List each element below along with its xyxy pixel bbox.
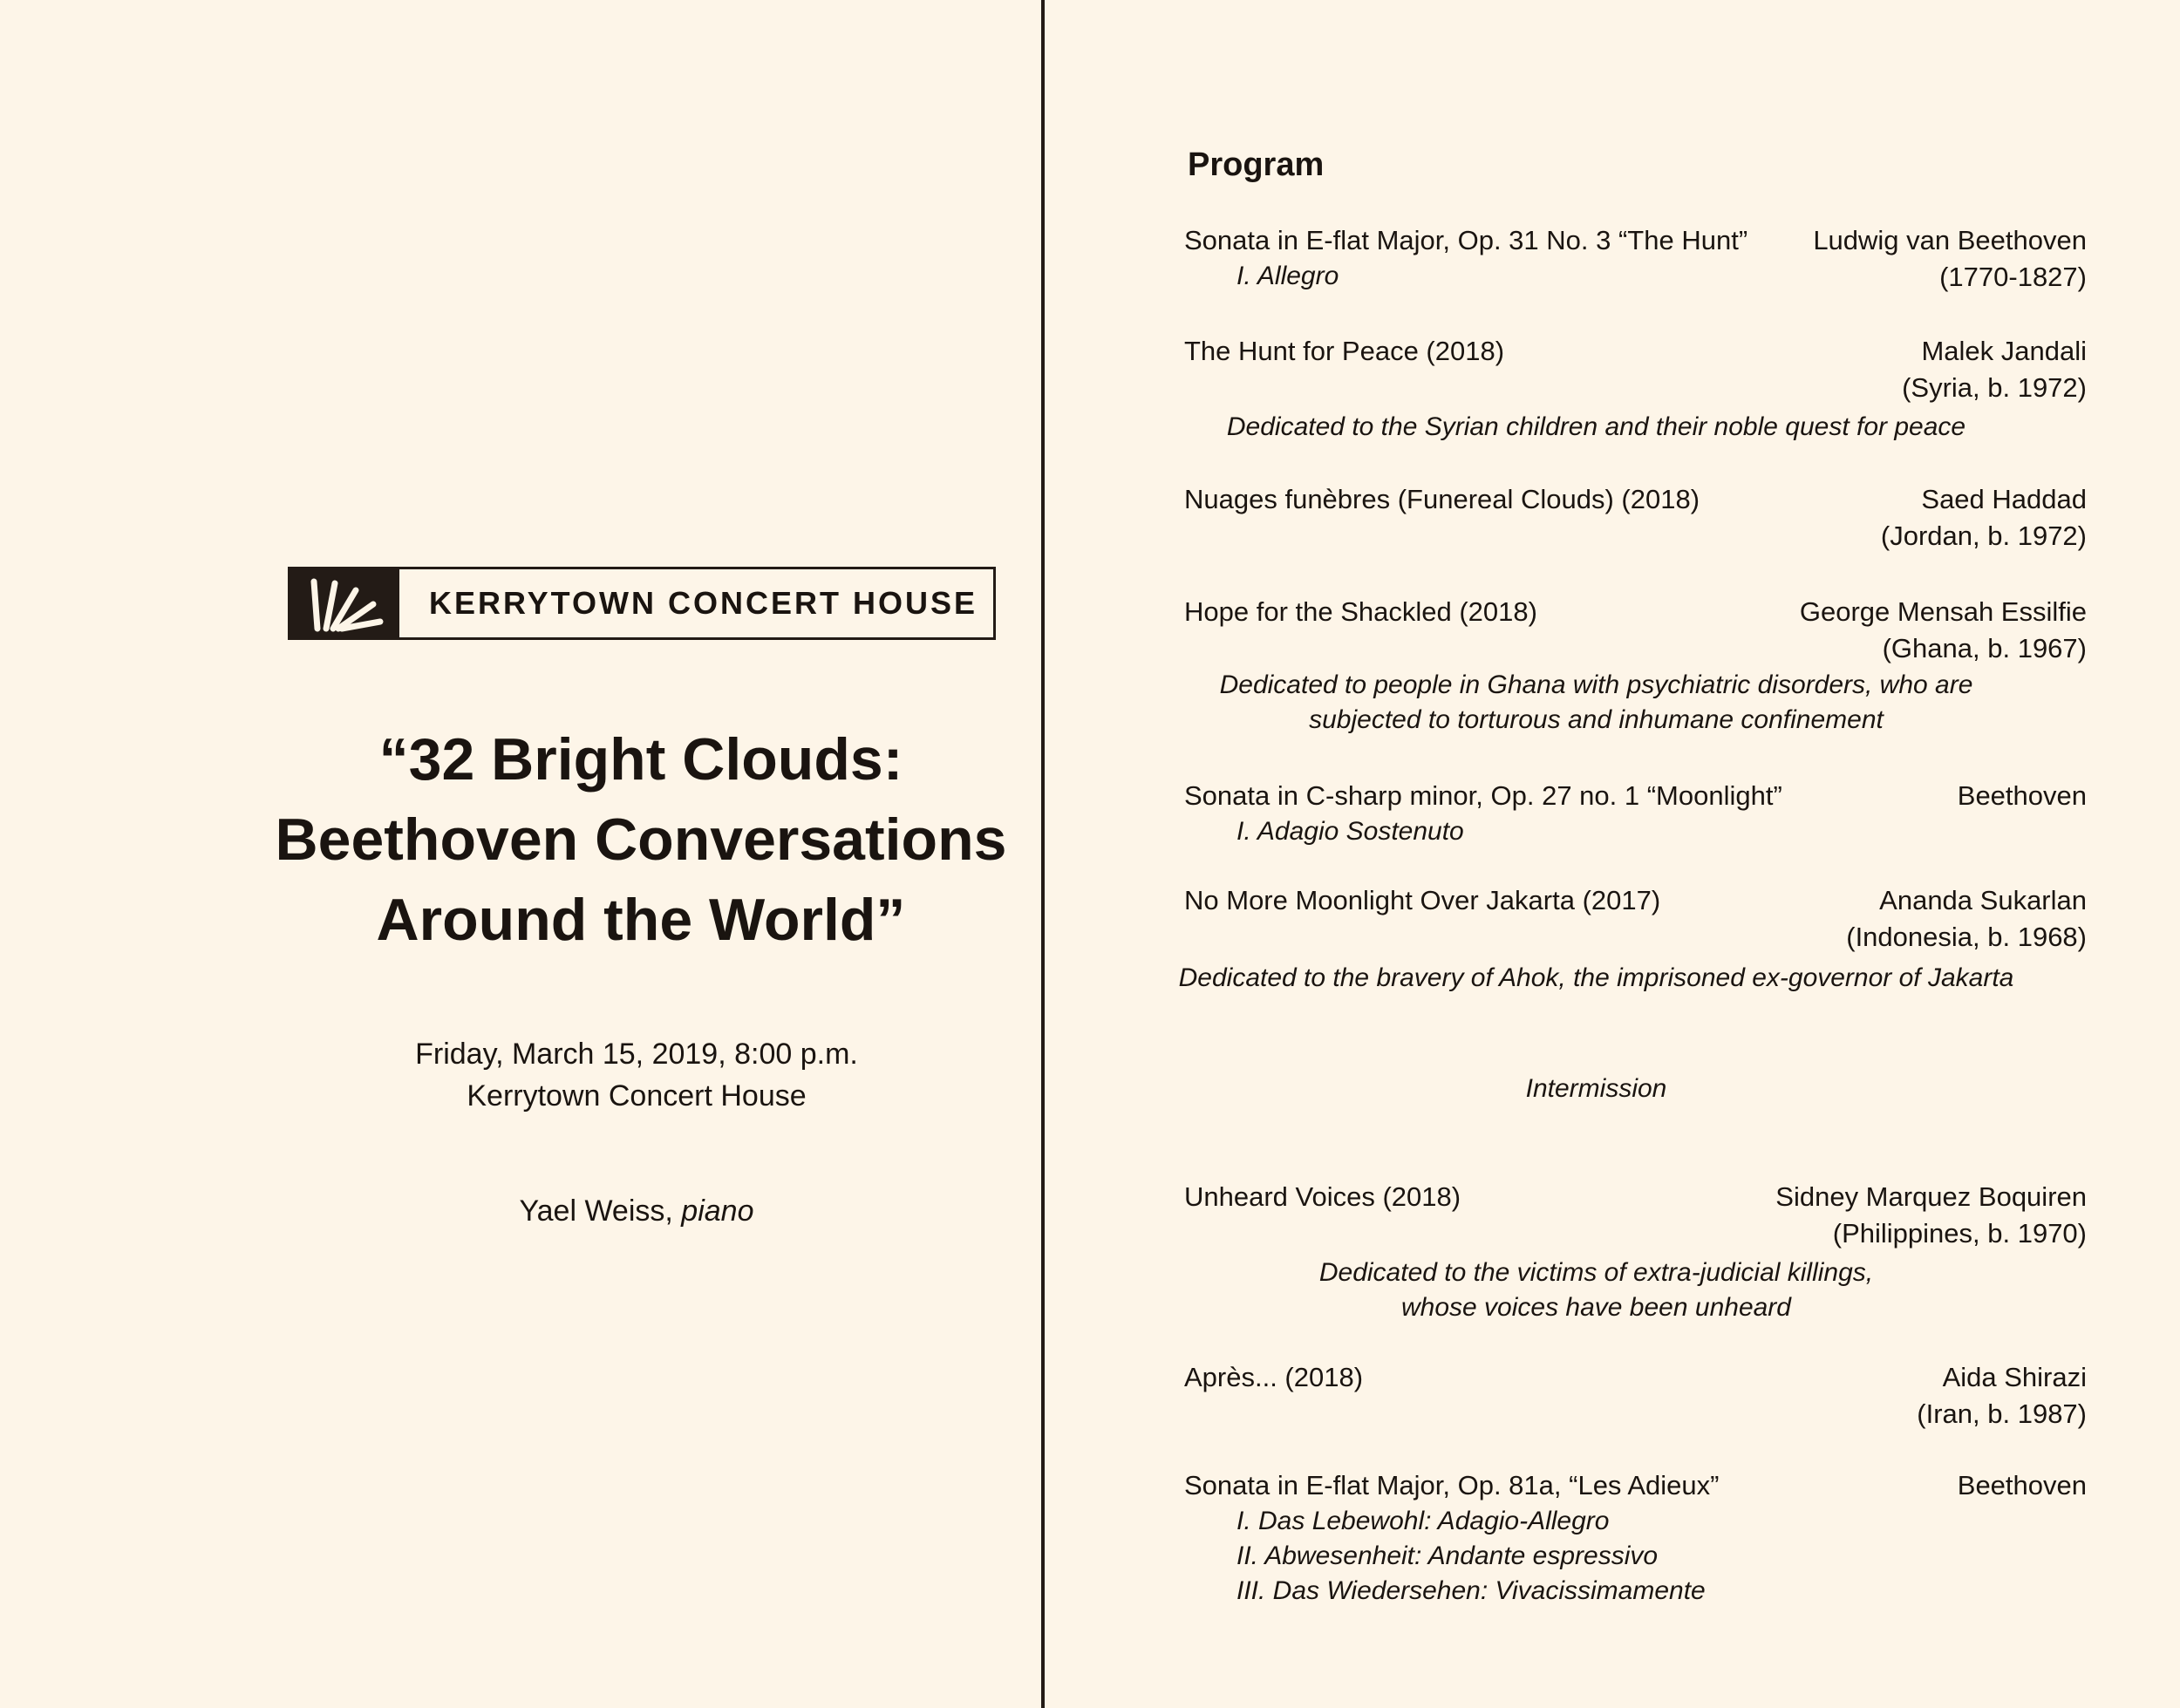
program-page [1045, 0, 2180, 1708]
logo-text: KERRYTOWN CONCERT HOUSE [429, 585, 978, 621]
composer-dates: (Ghana, b. 1967) [1882, 633, 2087, 663]
intermission: Intermission [1525, 1074, 1667, 1103]
composer: Beethoven [1957, 780, 2087, 811]
composer-dates: (Indonesia, b. 1968) [1846, 922, 2087, 952]
concert-title [201, 719, 1081, 960]
work-title: The Hunt for Peace (2018) [1184, 336, 1505, 366]
concert-date: Friday, March 15, 2019, 8:00 p.m. [415, 1038, 858, 1071]
composer-dates: (Jordan, b. 1972) [1880, 521, 2087, 551]
venue-logo [288, 567, 996, 640]
title-line: “32 Bright Clouds: [378, 726, 903, 793]
composer: Beethoven [1957, 1470, 2087, 1500]
work-title: Après... (2018) [1184, 1362, 1364, 1392]
composer: Saed Haddad [1921, 484, 2087, 514]
dedication-line: Dedicated to people in Ghana with psychiatric disorders, who are [1219, 670, 1973, 699]
dedication [1132, 410, 2061, 445]
composer-dates: (Syria, b. 1972) [1902, 372, 2087, 403]
composer: Ludwig van Beethoven [1813, 225, 2087, 255]
performer-name: Yael Weiss, [519, 1194, 673, 1228]
sunburst-logo-icon [290, 569, 399, 637]
composer-dates: (Philippines, b. 1970) [1832, 1218, 2087, 1249]
movement: I. Adagio Sostenuto [1236, 817, 1464, 846]
dedication [1132, 668, 2061, 738]
movement: II. Abwesenheit: Andante espressivo [1236, 1541, 1659, 1570]
dedication-line: subjected to torturous and inhumane confinement [1309, 705, 1884, 734]
composer-dates: (Iran, b. 1987) [1917, 1398, 2087, 1429]
movement: III. Das Wiedersehen: Vivacissimamente [1236, 1576, 1706, 1605]
movement: I. Das Lebewohl: Adagio-Allegro [1236, 1507, 1610, 1535]
composer: Sidney Marquez Boquiren [1775, 1181, 2087, 1212]
work-title: Sonata in E-flat Major, Op. 81a, “Les Adieux” [1184, 1470, 1720, 1500]
date-venue-block [288, 1033, 985, 1117]
work-title: No More Moonlight Over Jakarta (2017) [1184, 885, 1661, 915]
performer [288, 1194, 985, 1228]
cover-page [0, 0, 1041, 1708]
composer: Aida Shirazi [1942, 1362, 2087, 1392]
work-title: Sonata in E-flat Major, Op. 31 No. 3 “The Hunt” [1184, 225, 1748, 255]
composer: Malek Jandali [1921, 336, 2087, 366]
title-line: Around the World” [376, 887, 906, 953]
dedication-line: whose voices have been unheard [1401, 1293, 1791, 1322]
dedication-line: Dedicated to the bravery of Ahok, the imprisoned ex-governor of Jakarta [1178, 963, 2014, 992]
program-heading: Program [1188, 146, 1325, 183]
work-title: Unheard Voices (2018) [1184, 1181, 1461, 1212]
movement: I. Allegro [1236, 262, 1339, 290]
dedication-line: Dedicated to the Syrian children and their noble quest for peace [1226, 412, 1966, 441]
composer: George Mensah Essilfie [1799, 596, 2087, 627]
title-line: Beethoven Conversations [275, 806, 1007, 873]
dedication [1132, 1255, 2061, 1325]
concert-venue: Kerrytown Concert House [467, 1079, 807, 1113]
composer-dates: (1770-1827) [1939, 262, 2087, 292]
performer-instrument: piano [681, 1194, 754, 1228]
dedication [1132, 961, 2061, 996]
work-title: Sonata in C-sharp minor, Op. 27 no. 1 “Moonlight” [1184, 780, 1782, 811]
work-title: Nuages funèbres (Funereal Clouds) (2018) [1184, 484, 1700, 514]
work-title: Hope for the Shackled (2018) [1184, 596, 1537, 627]
composer: Ananda Sukarlan [1879, 885, 2087, 915]
dedication-line: Dedicated to the victims of extra-judicial killings, [1318, 1258, 1874, 1287]
